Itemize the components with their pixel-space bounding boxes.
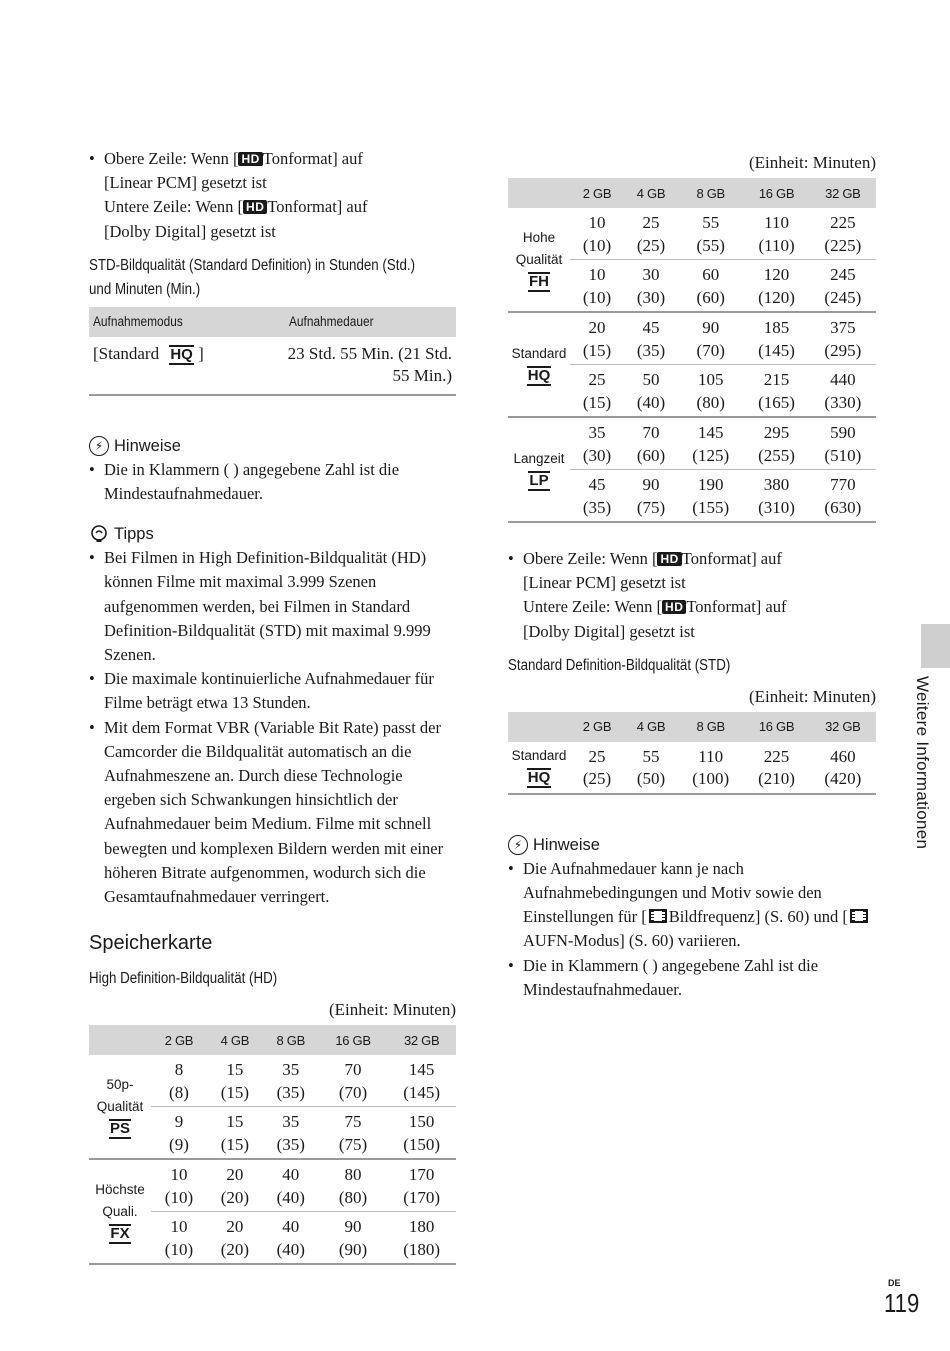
left-column (89, 145, 456, 1265)
hd-memory-heading: High Definition-Bildqualität (HD) (89, 970, 278, 988)
page-number: 119 (884, 1288, 920, 1318)
row-label: Höchste Quali. FX (89, 1159, 151, 1264)
row-label: 50p-Qualität PS (89, 1055, 151, 1159)
hinweise-heading: ⚡ Hinweise (89, 434, 456, 458)
table-row: 25 (15) 50 (40) 105 (80) 215 (165) 440 (330) (508, 365, 876, 418)
col-header: 4 GB (624, 712, 678, 742)
side-tab (921, 624, 950, 668)
speicherkarte-title: Speicherkarte (89, 932, 213, 955)
hd-icon: HD (662, 600, 686, 614)
hd-icon: HD (243, 200, 267, 214)
col-header: 16 GB (743, 712, 809, 742)
table-row: Hohe Qualität FH 10 (10) 25 (25) 55 (55) 110 (110) 225 (225) (508, 208, 876, 260)
hinweise-block-1 (89, 434, 456, 506)
col-aufnahmemodus: Aufnahmemodus (89, 307, 239, 337)
col-header: 8 GB (678, 712, 743, 742)
unit-label: (Einheit: Minuten) (748, 153, 876, 172)
row-label: Standard HQ (508, 312, 570, 417)
col-header: 16 GB (319, 1025, 388, 1055)
hd-memory-table (89, 1025, 456, 1265)
table-row: 10 (10) 30 (30) 60 (60) 120 (120) 245 (245) (508, 260, 876, 313)
lp-icon: LP (529, 471, 549, 489)
hq-icon: HQ (527, 769, 551, 787)
col-aufnahmedauer: Aufnahmedauer (239, 307, 456, 337)
col-header: 32 GB (810, 712, 876, 742)
col-header: 4 GB (624, 178, 678, 208)
tipps-heading: Tipps (89, 522, 456, 546)
table-row: Standard HQ 25 (25) 55 (50) 110 (100) 225 (210) 460 (420) (508, 742, 876, 794)
lightbulb-icon (89, 524, 109, 544)
hd-memory-table-2 (508, 178, 876, 523)
right-column (508, 150, 876, 1002)
hinweise-heading: ⚡ Hinweise (508, 833, 876, 857)
film-icon (649, 909, 667, 923)
hd-icon: HD (238, 152, 262, 166)
ps-icon: PS (109, 1119, 130, 1137)
hinweise-block-2 (508, 833, 876, 1002)
row-label: Standard HQ (508, 742, 570, 794)
hq-icon: HQ (170, 345, 193, 363)
unit-label: (Einheit: Minuten) (328, 1000, 456, 1020)
hinweise-item: • Die in Klammern ( ) angegebene Zahl ist die Mindestaufnahmedauer. (508, 954, 876, 1002)
std-memory-heading: Standard Definition-Bildqualität (STD) (508, 656, 731, 674)
hd-icon: HD (657, 552, 681, 566)
col-header: 2 GB (570, 712, 624, 742)
table-row: Höchste Quali. FX 10 (10) 20 (20) 40 (40) 80 (80) 170 (170) (89, 1159, 456, 1212)
table-row: 9 (9) 15 (15) 35 (35) 75 (75) 150 (150) (89, 1107, 456, 1160)
mode-cell: [Standard HQ ] (89, 337, 239, 395)
hinweise-item: • Die in Klammern ( ) angegebene Zahl ist die Mindestaufnahmedauer. (89, 458, 456, 506)
lightning-icon: ⚡ (89, 436, 109, 456)
col-header: 4 GB (207, 1025, 263, 1055)
std-hours-table (89, 307, 456, 396)
std-hours-heading: STD-Bildqualität (Standard Definition) in Stunden (Std.) und Minuten (Min.) (89, 256, 416, 298)
col-header: 2 GB (570, 178, 624, 208)
page-language: DE (888, 1278, 901, 1288)
table-row: Standard HQ 20 (15) 45 (35) 90 (70) 185 (145) 375 (295) (508, 312, 876, 365)
tipps-item: • Mit dem Format VBR (Variable Bit Rate) passt der Camcorder die Bildqualität automatisch an die Aufnahmeszene an. Durch diese Technologie ergeben sich Schwankungen hinsichtlich der Aufnahmedauer beim Medium. Filme mit schnell bewegten und komplexen Bildern werden mit einer höheren Bitrate aufgenommen, wodurch sich die Gesamtaufnahmedauer verringert. (89, 716, 456, 910)
fx-icon: FX (110, 1224, 130, 1242)
row-label: Hohe Qualität FH (508, 208, 570, 312)
tipps-block (89, 522, 456, 909)
col-header: 8 GB (263, 1025, 319, 1055)
std-memory-table (508, 712, 876, 795)
intro-note: • Obere Zeile: Wenn [ HD Tonformat] auf [Linear PCM] gesetzt ist Untere Zeile: Wenn [ HD Tonformat] auf [Dolby Digital] gesetzt ist (89, 147, 456, 244)
table-row: 45 (35) 90 (75) 190 (155) 380 (310) 770 (630) (508, 470, 876, 523)
hinweise-item: • Die Aufnahmedauer kann je nach Aufnahmebedingungen und Motiv sowie den Einstellungen für [ Bildfrequenz] (S. 60) und [AUFN-Modus] (S. 60) variieren. (508, 857, 876, 954)
unit-label: (Einheit: Minuten) (748, 686, 876, 706)
fh-icon: FH (529, 272, 549, 290)
row-label: Langzeit LP (508, 417, 570, 522)
hq-icon: HQ (527, 366, 551, 384)
table-row: Langzeit LP 35 (30) 70 (60) 145 (125) 295 (255) 590 (510) (508, 417, 876, 470)
col-header: 32 GB (810, 178, 876, 208)
col-header: 32 GB (387, 1025, 456, 1055)
col-header: 8 GB (678, 178, 743, 208)
lightning-icon: ⚡ (508, 835, 528, 855)
col-header: 2 GB (151, 1025, 207, 1055)
intro-note-2: • Obere Zeile: Wenn [ HD Tonformat] auf [Linear PCM] gesetzt ist Untere Zeile: Wenn [ HD Tonformat] auf [Dolby Digital] gesetzt ist (508, 547, 876, 644)
tipps-item: • Bei Filmen in High Definition-Bildqualität (HD) können Filme mit maximal 3.999 Szenen aufgenommen werden, bei Filmen in Standard Definition-Bildqualität (STD) mit maximal 9.999 Szenen. (89, 546, 456, 667)
film-icon (850, 909, 868, 923)
side-label: Weitere Informationen (913, 676, 932, 850)
table-row: 50p-Qualität PS 8 (8) 15 (15) 35 (35) 70 (70) 145 (145) (89, 1055, 456, 1107)
table-row: 10 (10) 20 (20) 40 (40) 90 (90) 180 (180) (89, 1212, 456, 1265)
tipps-item: • Die maximale kontinuierliche Aufnahmedauer für Filme beträgt etwa 13 Stunden. (89, 667, 456, 715)
col-header: 16 GB (743, 178, 809, 208)
duration-cell: 23 Std. 55 Min. (21 Std. 55 Min.) (239, 337, 456, 395)
